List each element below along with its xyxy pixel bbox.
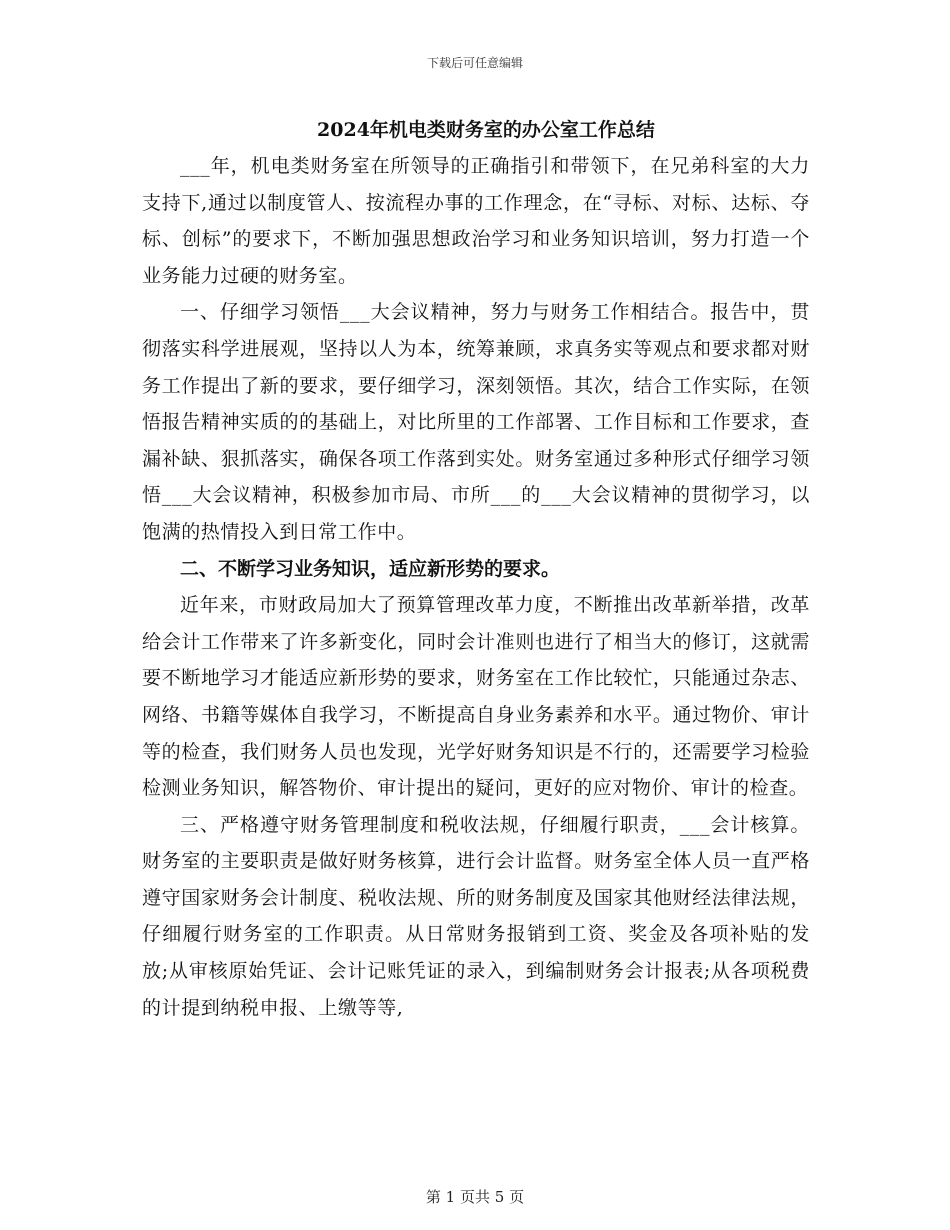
section-two-heading: 二、不断学习业务知识，适应新形势的要求。 <box>180 557 561 580</box>
paragraph-section-one: 一、仔细学习领悟___大会议精神，努力与财务工作相结合。报告中，贯彻落实科学进展观，坚持以人为本，统筹兼顾，求真务实等观点和要求都对财务工作提出了新的要求，要仔细学习，深刻领悟。其次，结合工作实际，在领悟报告精神实质的的基础上，对比所里的工作部署、工作目标和工作要求，查漏补缺、狠抓落实，确保各项工作落到实处。财务室通过多种形式仔细学习领悟___大会议精神，积极参加市局、市所___的___大会议精神的贯彻学习，以饱满的热情投入到日常工作中。 <box>142 301 810 543</box>
paragraph-section-two: 近年来，市财政局加大了预算管理改革力度，不断推出改革新举措，改革给会计工作带来了许多新变化，同时会计准则也进行了相当大的修订，这就需要不断地学习才能适应新形势的要求，财务室在工作比较忙，只能通过杂志、网络、书籍等媒体自我学习，不断提高自身业务素养和水平。通过物价、审计等的检查，我们财务人员也发现，光学好财务知识是不行的，还需要学习检验检测业务知识，解答物价、审计提出的疑问，更好的应对物价、审计的检查。 <box>142 594 810 800</box>
page-number: 第 1 页共 5 页 <box>425 1188 525 1206</box>
page-header-note: 下载后可任意编辑 <box>426 56 523 70</box>
document-title: 2024年机电类财务室的办公室工作总结 <box>317 119 655 141</box>
paragraph-intro: ___年，机电类财务室在所领导的正确指引和带领下，在兄弟科室的大力支持下,通过以制度管人、按流程办事的工作理念，在“寻标、对标、达标、夺标、创标”的要求下，不断加强思想政治学习和业务知识培训，努力打造一个业务能力过硬的财务室。 <box>142 155 810 287</box>
document-body <box>142 112 810 1026</box>
paragraph-section-three: 三、严格遵守财务管理制度和税收法规，仔细履行职责，___会计核算。财务室的主要职责是做好财务核算，进行会计监督。财务室全体人员一直严格遵守国家财务会计制度、税收法规、所的财务制度及国家其他财经法律法规，仔细履行财务室的工作职责。从日常财务报销到工资、奖金及各项补贴的发放;从审核原始凭证、会计记账凭证的录入，到编制财务会计报表;从各项税费的计提到纳税申报、上缴等等, <box>142 813 810 1019</box>
